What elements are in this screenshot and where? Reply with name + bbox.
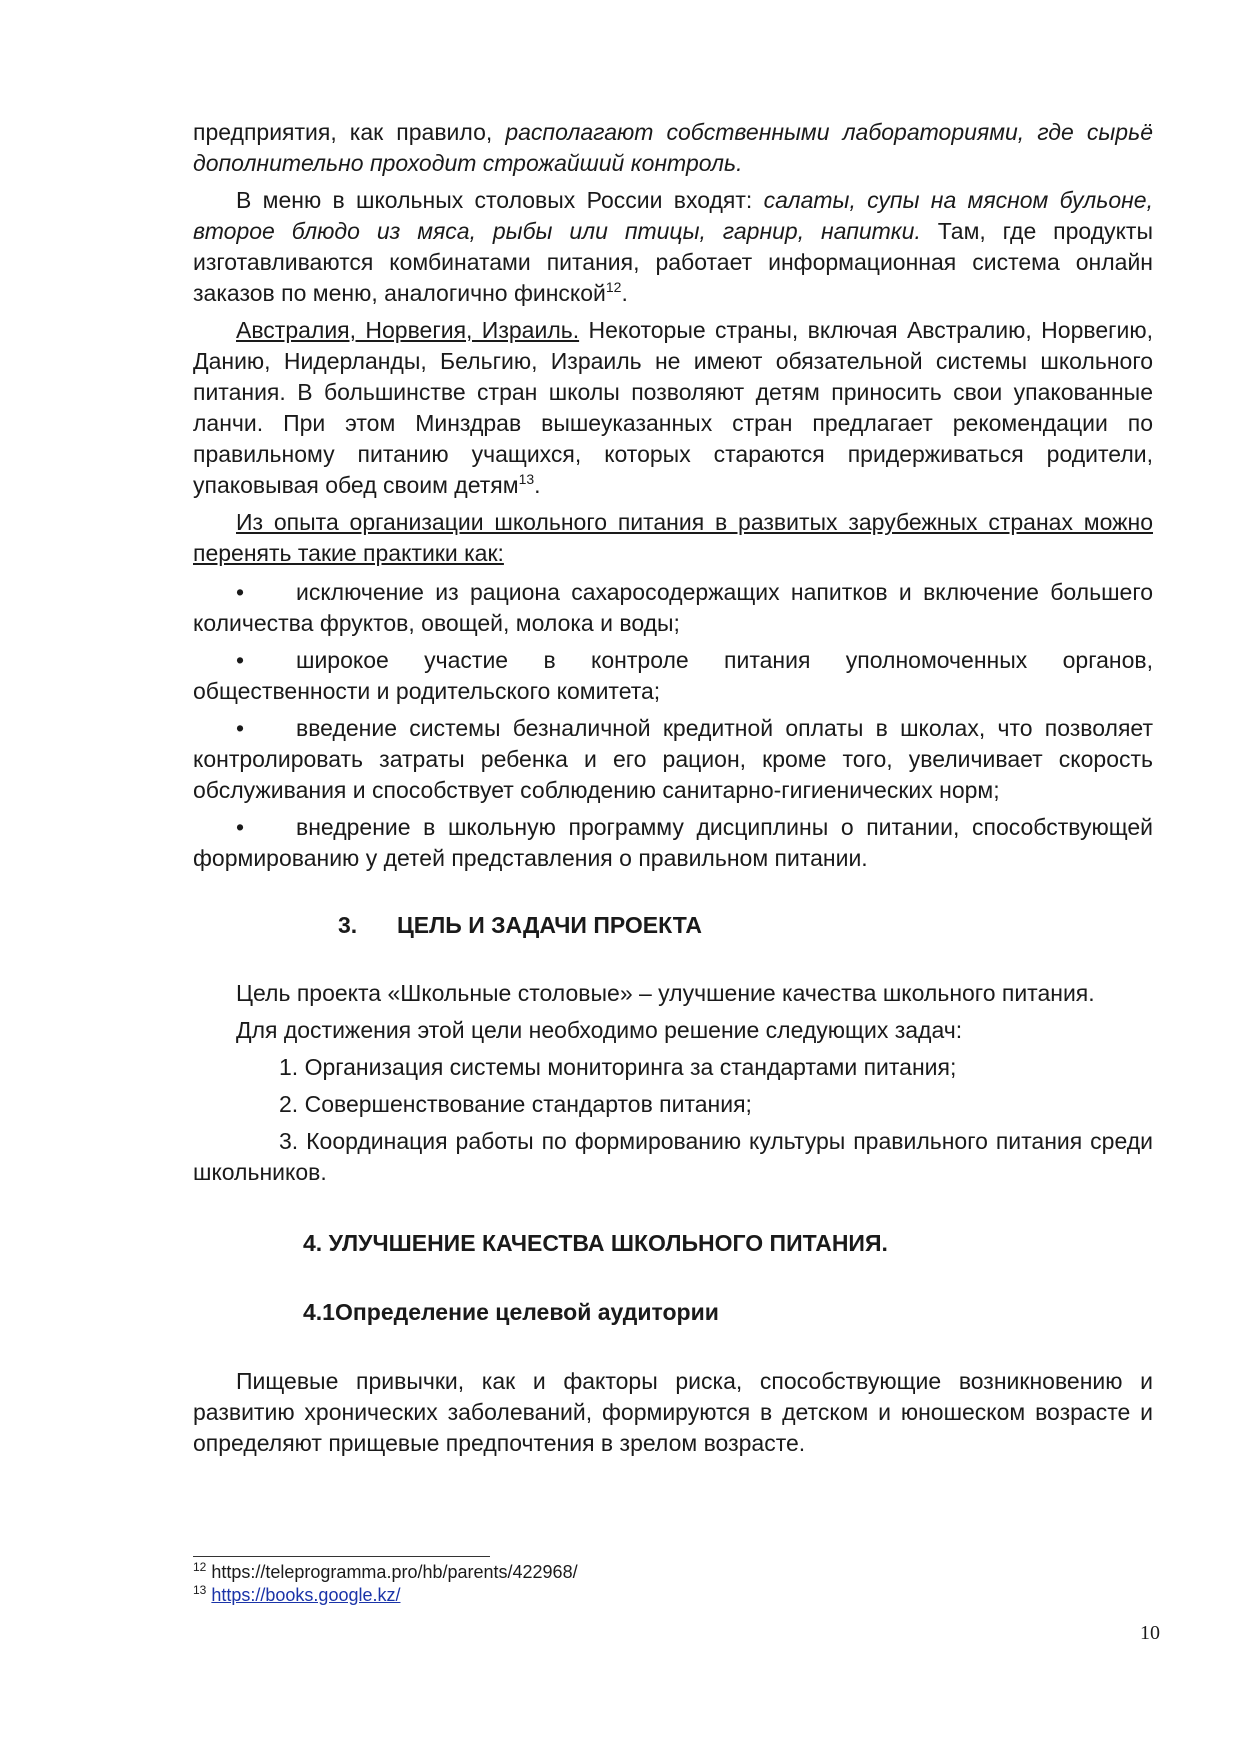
bullet-icon: • <box>236 579 245 605</box>
practices-list <box>193 577 1153 874</box>
paragraph-australia: Австралия, Норвегия, Израиль. Некоторые страны, включая Австралию, Норвегию, Данию, Нидерланды, Бельгию, Израиль не имеют обязательной системы школьного питания. В большинстве стран школы позволяют детям приносить свои упакованные ланчи. При этом Минздрав вышеуказанных стран предлагает рекомендации по правильному питанию учащихся, которых стараются придерживаться родители, упаковывая обед своим детям$^{13}$. <box>193 317 1153 498</box>
paragraph-habits: Пищевые привычки, как и факторы риска, способствующие возникновению и развитию хронических заболеваний, формируются в детском и юношеском возрасте и определяют прищевые предпочтения в зрелом возрасте. <box>193 1368 1153 1456</box>
bullet-icon: • <box>236 814 245 840</box>
footnote-link[interactable]: https://books.google.kz/ <box>211 1585 401 1605</box>
italic-text: салаты, супы на мясном бульоне, второе блюдо из мяса, рыбы или птицы, гарнир, напитки. <box>193 187 1153 244</box>
paragraph-goal: Цель проекта «Школьные столовые» – улучшение качества школьного питания. <box>236 980 1095 1006</box>
list-item: • внедрение в школьную программу дисциплины о питании, способствующей формированию у детей представления о правильном питании. <box>193 814 1153 871</box>
paragraph-tasks-intro: Для достижения этой цели необходимо решение следующих задач: <box>236 1017 963 1043</box>
footnote-ref-12[interactable]: 12 <box>605 279 622 295</box>
paragraph-practices-intro: Из опыта организации школьного питания в развитых зарубежных странах можно перенять такие практики как: <box>193 509 1153 566</box>
list-item: • введение системы безналичной кредитной оплаты в школах, что позволяет контролировать затраты ребенка и его рацион, кроме того, увеличивает скорость обслуживания и способствует соблюдению санитарно-гигиенических норм; <box>193 715 1153 803</box>
section-4-heading: 4. УЛУЧШЕНИЕ КАЧЕСТВА ШКОЛЬНОГО ПИТАНИЯ. <box>303 1230 888 1256</box>
bullet-icon: • <box>236 715 245 741</box>
list-item: • исключение из рациона сахаросодержащих напитков и включение большего количества фруктов, овощей, молока и воды; <box>193 579 1153 636</box>
list-item: 2. Совершенствование стандартов питания; <box>279 1091 752 1117</box>
footnote-ref-13[interactable]: 13 <box>518 471 535 487</box>
underlined-heading: Австралия, Норвегия, Израиль. <box>236 317 580 343</box>
footnote-12: $^{12}$ https://teleprogramma.pro/hb/parents/422968/ <box>193 1560 578 1582</box>
list-item: • широкое участие в контроле питания уполномоченных органов, общественности и родительского комитета; <box>193 647 1153 704</box>
tasks-list <box>193 1052 1153 1188</box>
list-item: 1. Организация системы мониторинга за стандартами питания; <box>279 1054 957 1080</box>
paragraph-russia-menu: В меню в школьных столовых России входят: салаты, супы на мясном бульоне, второе блюдо из мяса, рыбы или птицы, гарнир, напитки. Там, где продукты изготавливаются комбинатами питания, работает информационная система онлайн заказов по меню, аналогично финской$^{12}$. <box>193 187 1154 306</box>
paragraph-labs: предприятия, как правило, располагают собственными лабораториями, где сырьё дополнительно проходит строжайший контроль. <box>193 119 1153 176</box>
footnote-13: $^{13}$ https://books.google.kz/ <box>193 1583 401 1605</box>
italic-text: располагают собственными лабораториями, где сырьё дополнительно проходит строжайший контроль. <box>193 119 1153 176</box>
section-3-heading: 3. ЦЕЛЬ И ЗАДАЧИ ПРОЕКТА <box>338 912 702 938</box>
footnote-separator <box>193 1556 490 1557</box>
list-item: 3. Координация работы по формированию культуры правильного питания среди школьников. <box>193 1128 1153 1185</box>
page-number: 10 <box>1140 1622 1160 1644</box>
section-4-1-heading: 4.1Определение целевой аудитории <box>303 1299 719 1325</box>
page-body <box>193 117 1153 1459</box>
bullet-icon: • <box>236 647 245 673</box>
